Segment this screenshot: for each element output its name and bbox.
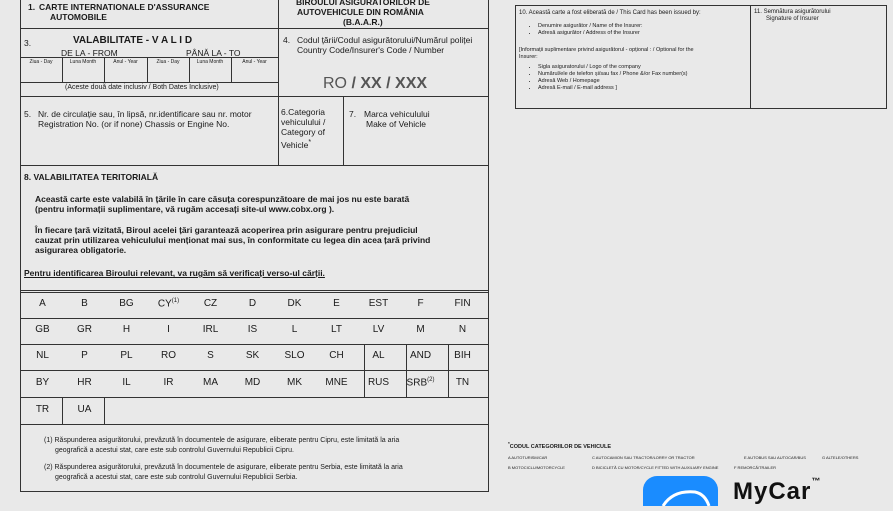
country-code-text: BG [119,298,134,309]
field-10-item-insurer-name: • Denumire asigurător / Name of the Insurer: [538,23,643,30]
country-code-a [22,298,63,309]
country-code-text: I [167,324,170,335]
country-code-text: SRB [406,377,428,389]
field-6-line-1: 6.Categoria [281,107,325,117]
from-label: DE LA - FROM [61,48,118,58]
field-10-items [518,23,643,37]
country-code-p [64,350,105,361]
country-code-sk [232,350,273,361]
country-code-text: IR [163,377,174,388]
field-5-number: 5. [24,109,32,119]
validity-title: VALABILITATE - V A L I D [73,35,193,46]
country-code-text: M [416,324,425,335]
date-header-day-to: Ziua - Day [156,59,180,65]
field-6-star: * [308,138,312,146]
country-code-s [190,350,231,361]
field-10-info-phone: • Numărul/ele de telefon și/sau fax / Phone &/or Fax number(s) [538,71,688,78]
country-code-text: GR [77,324,92,335]
country-code-text: IS [247,324,258,335]
country-code-text: BIH [454,350,471,361]
country-code-md [232,377,273,388]
field-8-paragraph-2 [35,225,430,255]
cat-d: D BICICLETĂ CU MOTOR/CYCLE FITTED WITH AUXILIARY ENGINE [592,465,719,470]
country-code-l [274,324,315,335]
country-code-ua [64,404,105,415]
country-code-text: SK [245,350,260,361]
country-code-mk [274,377,315,388]
country-code-text: E [333,298,340,309]
date-header-month-to: Luna Month [196,59,224,65]
field-11-line-2: Signature of Insurer [766,16,819,22]
field-6-line-3: Category of [281,127,325,137]
country-code-text: MK [287,377,302,388]
country-code-text: F [417,298,424,309]
both-dates-note: (Aceste două date inclusiv / Both Dates Inclusive) [65,84,219,91]
country-code-ro [148,350,189,361]
field-8-paragraph-3: Pentru identificarea Biroului relevant, va rugăm să verificați verso-ul cărții. [24,268,325,278]
country-code-gr [64,324,105,335]
cat-c: C AUTOCAMION SAU TRACTOR/LORRY OR TRACTOR [592,455,695,460]
country-code-lv [358,324,399,335]
country-code-text: EST [368,298,389,309]
field-8-p2-line-1: În fiecare țară vizitată, Biroul acelei țări garantează acoperirea prin asigurare pentru prejudiciul [35,225,418,235]
cat-f: F REMORCĂ/TRAILER [734,465,777,470]
country-code-f [400,298,441,309]
insurer-number-code: / XX / XXX [347,75,428,92]
country-code-text: UA [77,404,92,415]
country-code-cy [148,298,189,309]
country-code-text: LT [331,324,342,335]
note-1 [44,436,399,456]
country-code-text: AND [409,350,432,361]
country-code-text: IRL [202,324,219,335]
field-10-info-logo: • Sigla asiguratorului / Logo of the company [538,64,688,71]
field-3-number: 3. [24,38,32,48]
field-7-label-en: Make of Vehicle [366,119,427,129]
country-footnote-marker: (2) [427,377,435,383]
country-code-text: CZ [203,298,218,309]
country-code-text: H [122,324,131,335]
date-header-year-to: Anul - Year [242,59,267,65]
date-header-year-from: Anul - Year [113,59,138,65]
date-header-month-from: Luna Month [69,59,97,65]
note-1-line-1: (1) Răspunderea asigurătorului, prevăzută în documentele de asigurare, eliberate pentru Cipru, este limitată la aria [44,437,400,444]
field-8-p1-line-2: (pentru informații suplimentare, vă rugăm accesați site-ul www.cobx.org ). [35,204,335,214]
country-code-by [22,377,63,388]
country-code-srb [400,377,441,388]
country-code-text: P [81,350,88,361]
country-code-ma [190,377,231,388]
bureau-line-2: AUTOVEHICULE DIN ROMÂNIA [297,7,424,17]
field-1-subtitle: AUTOMOBILE [50,12,107,22]
country-code-hr [64,377,105,388]
field-8-p2-line-3: asigurarea obligatorie. [35,245,127,255]
country-code-bih [442,350,483,361]
country-code-text: PL [120,350,133,361]
field-8-title: 8. VALABILITATEA TERITORIALĂ [24,172,159,182]
country-code-text: MD [244,377,261,388]
field-7-label-ro: Marca vehiculului [364,109,430,119]
field-5-label-en: Registration No. (or if none) Chassis or Engine No. [38,119,230,129]
field-6-line-4: Vehicle [281,139,309,150]
country-code-e [316,298,357,309]
field-10-info [519,47,694,61]
field-6-vehicle-category [281,107,325,150]
country-code-text: AL [372,350,385,361]
cat-g: G ALTELE/OTHERS [822,455,859,460]
field-10-info-email: • Adresă E-mail / E-mail address ] [538,85,688,92]
bureau-line-1: BIROULUI ASIGURATORILOR DE [296,0,430,7]
country-code-text: MNE [325,377,348,388]
country-code-fin [442,298,483,309]
country-code-al [358,350,399,361]
country-code-d [232,298,273,309]
country-code-text: NL [36,350,49,361]
field-10-item-insurer-address: • Adresă asigurător / Address of the Insurer [538,30,643,37]
country-code-text: HR [77,377,92,388]
country-code-est [358,298,399,309]
country-code-text: BY [35,377,50,388]
date-header-day-from: Ziua - Day [29,59,53,65]
country-code-and [400,350,441,361]
country-code-text: B [81,298,88,309]
country-code-is [232,324,273,335]
country-code-gb [22,324,63,335]
field-4-number: 4. [283,35,291,45]
field-1-title: CARTE INTERNATIONALE D'ASSURANCE [39,2,210,12]
country-code-text: L [291,324,298,335]
note-2-line-1: (2) Răspunderea asigurătorului, prevăzută în documentele de asigurare, eliberate pentru Serbia, este limitată la aria [44,464,403,471]
country-code-slo [274,350,315,361]
field-4-label-en: Country Code/Insurer's Code / Number [297,45,445,55]
field-4-label-ro: Codul țării/Codul asigurătorului/Numărul poliței [297,35,473,45]
note-2 [44,463,403,483]
country-code-tr [22,404,63,415]
country-code-text: FIN [454,298,471,309]
note-2-line-2: geografică a acestui stat, care este sub controlul Guvernului Republicii Serbia. [55,474,298,481]
mycar-logo-tm: ™ [811,476,822,486]
country-code-text: GB [35,324,50,335]
country-code-text: D [248,298,257,309]
country-code-text: DK [287,298,302,309]
country-code-il [106,377,147,388]
country-code-pl [106,350,147,361]
country-code-nl [22,350,63,361]
field-6-line-2: vehiculului / [281,117,326,127]
field-11-signature [754,9,831,23]
field-7-number: 7. [349,109,357,119]
mycar-logo-icon [643,476,718,506]
country-code-text: S [207,350,214,361]
country-code-text: LV [372,324,385,335]
country-code-text: RUS [367,377,390,388]
vehicle-category-star: * [508,441,510,446]
country-code-text: SLO [284,350,305,361]
country-code-i [148,324,189,335]
bureau-line-3: (B.A.A.R.) [343,17,383,27]
field-1-number: 1. [28,2,36,12]
cat-e: E AUTOBUS SAU AUTOCAR/BUS [744,455,806,460]
country-code-dk [274,298,315,309]
country-code-text: MA [203,377,218,388]
field-11-line-1: 11. Semnătura asigurătorului [754,9,831,15]
field-10-info-line-2: Insurer: [519,54,538,60]
country-code-text: RO [161,350,176,361]
country-code-b [64,298,105,309]
country-code-lt [316,324,357,335]
car-shape-icon [643,476,718,506]
country-code-bg [106,298,147,309]
country-code-text: CY [157,298,172,310]
vehicle-category-title [508,441,611,450]
country-code-text: TR [35,404,50,415]
mycar-logo-word: MyCar [733,478,812,505]
cat-b: B MOTOCICLU/MOTORCYCLE [508,465,565,470]
mycar-logo-text [733,478,821,506]
country-code-tn [442,377,483,388]
country-code-cz [190,298,231,309]
to-label: PÂNĂ LA - TO [186,48,241,58]
country-code: RO [323,75,347,92]
country-code-text: TN [455,377,470,388]
country-code-n [442,324,483,335]
country-code-text: IL [122,377,131,388]
field-10-info-items [518,64,688,92]
policy-code [323,75,427,93]
field-8-p1-line-1: Această carte este valabilă în țările în care căsuța corespunzătoare de mai jos nu este barată [35,194,410,204]
country-code-ir [148,377,189,388]
country-code-rus [358,377,399,388]
country-code-text: CH [329,350,344,361]
country-code-ch [316,350,357,361]
country-code-m [400,324,441,335]
field-8-p2-line-2: cauzat prin utilizarea vehiculului menționat mai sus, în conformitate cu legea din acea țară privind [35,235,431,245]
country-footnote-marker: (1) [171,298,180,304]
field-10-info-web: • Adresă Web / Homepage [538,78,688,85]
country-code-text: N [458,324,467,335]
field-8-paragraph-1 [35,194,409,214]
cat-a: A AUTOTURISM/CAR [508,455,548,460]
country-code-irl [190,324,231,335]
field-10-info-line-1: [Informații suplimentare privind asigurătorul - opțional : / Optional for the [519,47,694,53]
note-1-line-2: geografică a acestui stat, care este sub controlul Guvernului Republicii Cipru. [55,447,294,454]
country-code-text: A [39,298,46,309]
country-code-h [106,324,147,335]
field-5-label-ro: Nr. de circulație sau, în lipsă, nr.identificare sau nr. motor [38,109,252,119]
field-10-title: 10. Această carte a fost eliberată de / This Card has been issued by: [519,10,701,16]
country-code-mne [316,377,357,388]
vehicle-category-title-text: CODUL CATEGORIILOR DE VEHICULE [509,443,612,450]
